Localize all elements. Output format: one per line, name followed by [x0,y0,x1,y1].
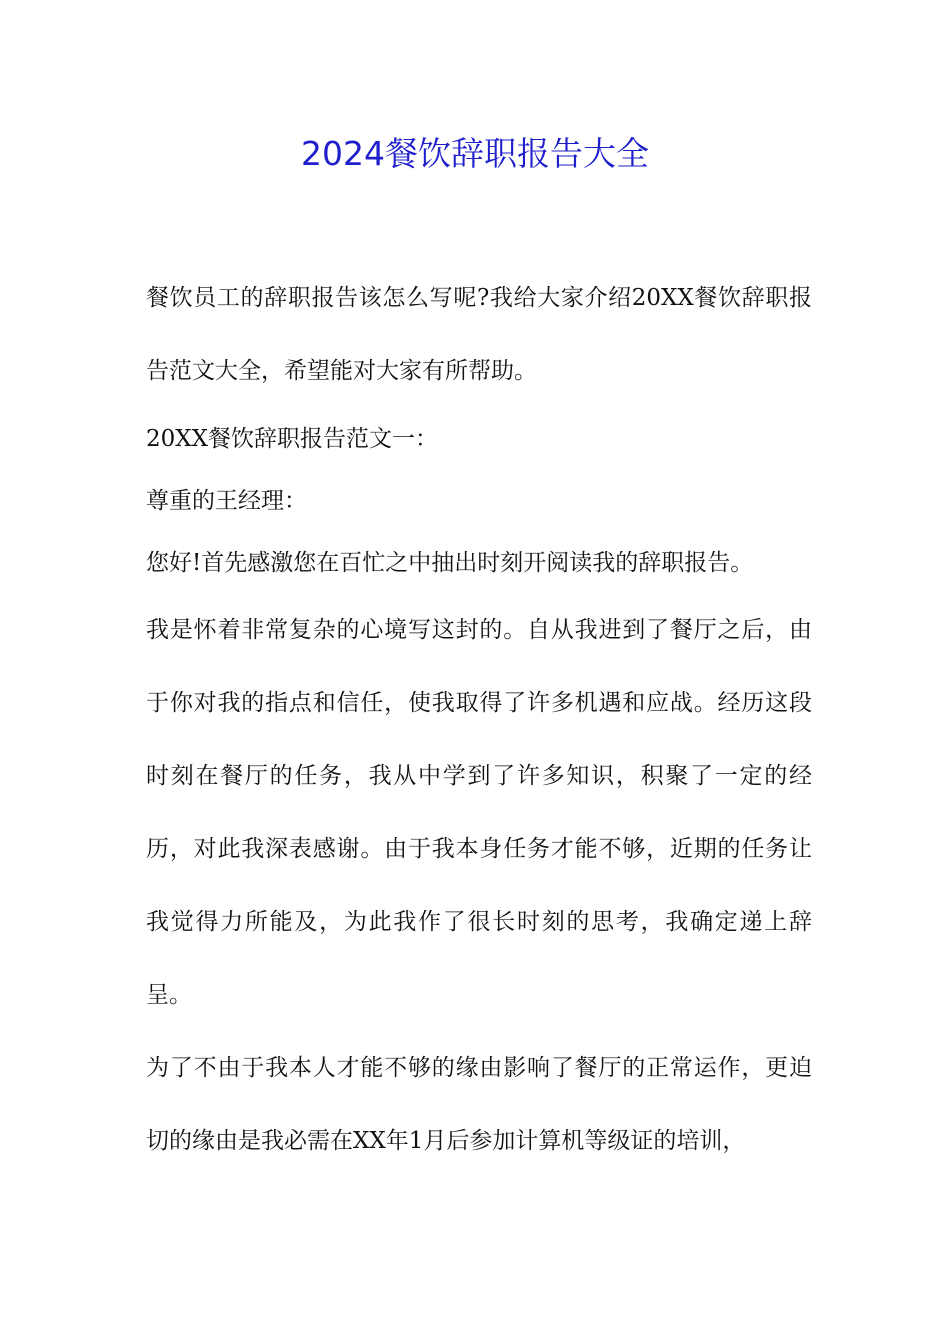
paragraph-greeting: 您好!首先感激您在百忙之中抽出时刻开阅读我的辞职报告。 [146,550,754,576]
paragraph-body-2: 为了不由于我本人才能不够的缘由影响了餐厅的正常运作，更迫切的缘由是我必需在XX年1月后参加计算机等级证的培训， [146,1055,812,1154]
document-title: 2024餐饮辞职报告大全 [301,134,649,173]
paragraph-intro: 餐饮员工的辞职报告该怎么写呢?我给大家介绍20XX餐饮辞职报告范文大全，希望能对大家有所帮助。 [146,285,812,384]
paragraph-sample-heading: 20XX餐饮辞职报告范文一： [146,426,439,452]
document-body [146,262,812,1178]
paragraph-salutation: 尊重的王经理： [146,488,307,514]
paragraph-body-1: 我是怀着非常复杂的心境写这封的。自从我进到了餐厅之后，由于你对我的指点和信任，使我取得了许多机遇和应战。经历这段时刻在餐厅的任务，我从中学到了许多知识，积聚了一定的经历，对此我深表感谢。由于我本身任务才能不够，近期的任务让我觉得力所能及，为此我作了很长时刻的思考，我确定递上辞呈。 [146,617,812,1008]
